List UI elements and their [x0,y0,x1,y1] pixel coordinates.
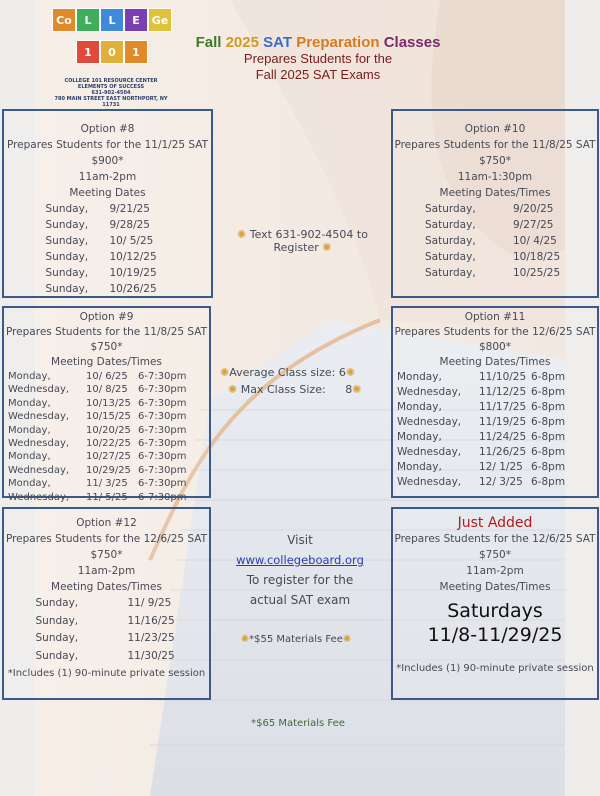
option-10-box [391,109,599,298]
schedule-day: Monday, [8,478,51,490]
option-8-time: 11am-2pm [78,171,137,183]
logo-tile-co: Co [52,8,76,32]
logo-caption-line1: COLLEGE 101 RESOURCE CENTER [64,78,158,84]
schedule-date: 11/ 5/25 [86,491,128,503]
flyer-title [188,34,448,51]
schedule-day: Wednesday, [8,438,70,450]
schedule-day: Wednesday, [397,416,462,428]
option-8-box [2,109,213,298]
visit-collegeboard [225,530,375,610]
schedule-time: 6-7:30pm [138,424,187,436]
option-10-price: $750* [479,155,511,167]
just-added-dates-label: Meeting Dates/Times [439,581,551,593]
option-12-prepares: Prepares Students for the 12/6/25 SAT [5,533,208,545]
option-8-title: Option #8 [80,123,135,135]
option-11-dates-label: Meeting Dates/Times [439,356,551,368]
just-added-box [391,507,599,700]
logo-tile-l2: L [100,8,124,32]
collegeboard-link[interactable]: www.collegeboard.org [236,553,364,567]
logo-caption-line4: 780 MAIN STREET EAST NORTHPORT, NY 11731 [54,96,168,108]
schedule-date: 9/27/25 [513,219,554,231]
logo-caption-line3: 631-902-4504 [91,90,131,96]
schedule-day: Wednesday, [397,386,462,398]
schedule-day: Saturday, [425,267,476,279]
materials-fee-55 [232,634,360,645]
schedule-date: 10/ 6/25 [86,371,128,382]
schedule-day: Wednesday, [8,411,70,423]
schedule-date: 10/18/25 [513,251,561,263]
option-9-prepares: Prepares Students for the 11/8/25 SAT [5,326,208,338]
schedule-date: 12/ 1/25 [479,461,523,473]
schedule-day: Monday, [397,371,442,383]
schedule-time: 6-8pm [531,401,566,413]
option-10-prepares: Prepares Students for the 11/8/25 SAT [394,139,596,151]
just-added-title: Just Added [457,515,533,531]
option-9-dates-label: Meeting Dates/Times [51,356,162,368]
schedule-day: Monday, [397,461,442,473]
option-12-box [2,507,211,700]
title-part-fall: Fall [195,34,226,51]
schedule-date: 11/ 9/25 [127,597,172,609]
option-11-prepares: Prepares Students for the 12/6/25 SAT [394,326,596,338]
logo-caption [52,78,170,108]
visit-actual-sat-line: actual SAT exam [249,593,351,607]
schedule-date: 10/ 4/25 [513,235,557,247]
just-added-price: $750* [479,549,511,561]
schedule-time: 6-8pm [531,416,566,428]
option-12-title: Option #12 [76,517,137,529]
schedule-day: Sunday, [45,219,89,231]
average-class-size-label: Average Class size: [229,366,336,379]
average-class-size-value: 6 [338,366,346,379]
schedule-date: 10/26/25 [109,283,157,295]
option-8-dates-label: Meeting Dates [69,187,146,199]
option-11-price: $800* [479,341,511,353]
schedule-date: 10/29/25 [86,464,131,476]
schedule-day: Monday, [8,451,51,463]
logo-tile-e: E [124,8,148,32]
flyer-subtitle-line2: Fall 2025 SAT Exams [255,67,381,82]
option-12-schedule [4,595,209,665]
schedule-date: 11/23/25 [127,632,175,644]
sun-icon: ✺ [345,366,356,379]
sun-icon: ✺ [342,634,352,645]
schedule-day: Wednesday, [8,384,70,396]
schedule-day: Sunday, [35,597,79,609]
logo-tile-l1: L [76,8,100,32]
schedule-day: Sunday, [45,251,89,263]
schedule-day: Monday, [397,401,442,413]
schedule-date: 11/19/25 [479,416,527,428]
schedule-day: Sunday, [35,649,79,662]
title-part-preparation: Preparation [296,34,384,51]
flyer-header [188,34,448,83]
schedule-time: 6-7:30pm [138,411,187,423]
sun-icon: ✺ [322,241,332,254]
schedule-time: 6-7:30pm [138,451,187,463]
schedule-day: Sunday, [45,235,89,247]
schedule-day: Sunday, [45,203,89,215]
schedule-day: Sunday, [45,267,89,279]
sun-icon: ✺ [237,228,247,241]
schedule-date: 11/10/25 [479,371,527,383]
sun-icon: ✺ [220,366,230,379]
just-added-footnote: *Includes (1) 90-minute private session [396,663,594,674]
schedule-time: 6-7:30pm [138,397,187,409]
schedule-day: Saturday, [425,203,476,215]
schedule-time: 6-7:30pm [138,371,187,382]
college-101-logo [52,8,170,108]
sun-icon: ✺ [228,383,238,396]
schedule-date: 10/20/25 [86,424,131,436]
logo-tile-1b: 1 [124,40,148,64]
option-12-dates-label: Meeting Dates/Times [51,581,162,593]
schedule-time: 6-7:30pm [138,478,187,490]
average-class-size [220,364,378,381]
title-part-classes: Classes [383,34,441,51]
sun-icon: ✺ [352,383,362,396]
schedule-day: Saturday, [425,251,476,263]
visit-label: Visit [287,533,313,547]
schedule-date: 10/ 5/25 [109,235,154,247]
schedule-date: 10/ 8/25 [86,384,128,396]
schedule-date: 11/24/25 [479,431,527,443]
schedule-date: 10/27/25 [86,451,131,463]
class-size-info [220,364,378,398]
option-12-price: $750* [90,549,123,561]
materials-fee-55-label: *$55 Materials Fee [249,634,343,645]
option-8-schedule [4,201,211,297]
title-part-sat: SAT [263,34,297,51]
schedule-date: 11/17/25 [479,401,527,413]
schedule-time: 6-8pm [531,446,566,458]
schedule-date: 9/21/25 [109,203,150,215]
logo-tile-0: 0 [100,40,124,64]
schedule-date: 9/28/25 [109,219,150,231]
option-10-time: 11am-1:30pm [457,171,533,183]
sun-icon: ✺ [240,634,250,645]
schedule-time: 6-8pm [531,386,566,398]
option-9-title: Option #9 [79,311,134,323]
schedule-date: 11/26/25 [479,446,527,458]
just-added-date-range: 11/8-11/29/25 [427,624,563,646]
schedule-date: 9/20/25 [513,203,554,215]
schedule-day: Monday, [397,431,442,443]
schedule-date: 11/16/25 [127,614,175,627]
option-9-schedule [4,370,209,504]
title-part-year: 2025 [225,34,264,51]
schedule-time: 6-8pm [531,461,566,473]
schedule-date: 10/25/25 [513,267,561,279]
logo-tile-ge: Ge [148,8,172,32]
schedule-day: Wednesday, [397,446,462,458]
schedule-day: Saturday, [425,219,476,231]
schedule-date: 11/30/25 [127,649,175,662]
option-12-footnote: *Includes (1) 90-minute private session [7,668,206,679]
schedule-date: 11/ 3/25 [86,478,128,490]
schedule-date: 12/ 3/25 [479,476,523,488]
schedule-date: 10/15/25 [86,411,131,423]
schedule-time: 6-8pm [531,371,566,383]
logo-tile-1a: 1 [76,40,100,64]
schedule-date: 10/19/25 [109,267,157,279]
schedule-day: Monday, [8,397,51,409]
schedule-time: 6-7:30pm [138,491,187,503]
option-8-prepares: Prepares Students for the 11/1/25 SAT [6,139,209,151]
max-class-size-label: Max Class Size: [240,383,326,396]
option-10-dates-label: Meeting Dates/Times [439,187,551,199]
schedule-day: Wednesday, [397,476,462,488]
schedule-day: Sunday, [35,614,79,627]
register-text [215,228,390,254]
schedule-time: 6-7:30pm [138,438,187,450]
option-8-price: $900* [91,155,124,167]
option-9-price: $750* [90,341,123,353]
just-added-saturdays: Saturdays [447,600,543,622]
schedule-time: 6-7:30pm [138,464,187,476]
just-added-time: 11am-2pm [466,565,524,577]
schedule-time: 6-7:30pm [138,384,187,396]
schedule-day: Monday, [8,424,51,436]
max-class-size [220,381,378,398]
schedule-time: 6-8pm [531,476,566,488]
schedule-day: Monday, [8,371,51,382]
option-10-title: Option #10 [464,123,526,135]
materials-fee-65: *$65 Materials Fee [251,718,345,729]
register-text-label: Text 631-902-4504 to Register [249,228,368,254]
schedule-date: 10/13/25 [86,397,131,409]
schedule-day: Sunday, [45,283,89,295]
option-12-time: 11am-2pm [77,565,136,577]
just-added-prepares: Prepares Students for the 12/6/25 SAT [394,533,596,545]
option-10-schedule [393,201,597,281]
schedule-date: 10/12/25 [109,251,157,263]
schedule-day: Wednesday, [8,491,70,503]
option-11-schedule [393,370,597,490]
option-9-box [2,306,211,503]
schedule-day: Saturday, [425,235,476,247]
option-11-box [391,306,599,498]
schedule-date: 11/12/25 [479,386,527,398]
option-11-title: Option #11 [464,311,526,323]
schedule-day: Sunday, [35,632,79,644]
logo-caption-line2: ELEMENTS OF SUCCESS [77,84,145,90]
schedule-time: 6-8pm [531,431,566,443]
schedule-day: Wednesday, [8,464,70,476]
schedule-date: 10/22/25 [86,438,131,450]
flyer-subtitle-line1: Prepares Students for the [243,51,393,66]
visit-register-line: To register for the [246,573,354,587]
max-class-size-value: 8 [345,383,353,396]
